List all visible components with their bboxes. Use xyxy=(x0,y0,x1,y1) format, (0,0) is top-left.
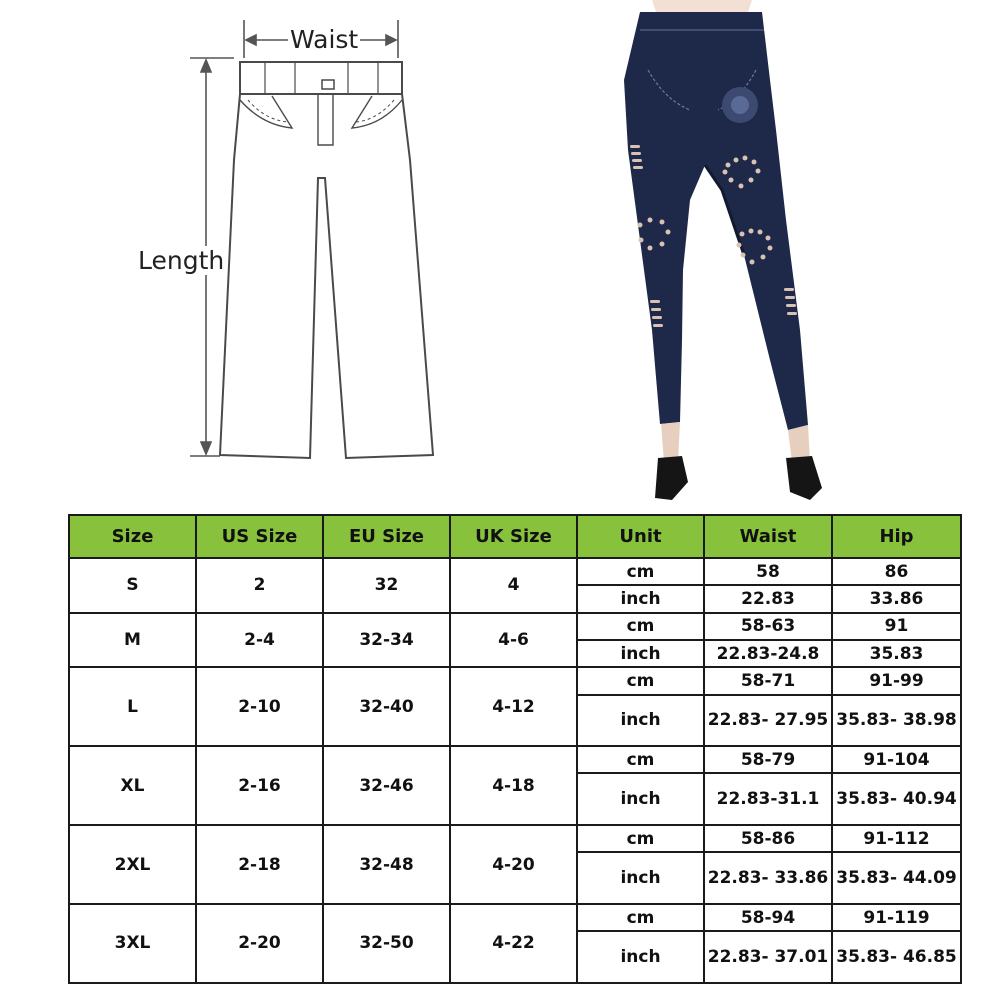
cell-size: L xyxy=(69,667,196,746)
cell-unit: inch xyxy=(577,585,704,612)
table-row xyxy=(69,746,961,773)
cell-unit: inch xyxy=(577,773,704,825)
table-row xyxy=(69,904,961,931)
cell-waist: 58-86 xyxy=(704,825,832,852)
header-uk-size: UK Size xyxy=(450,515,577,558)
cell-hip: 35.83 xyxy=(832,640,961,667)
header-hip: Hip xyxy=(832,515,961,558)
length-label: Length xyxy=(138,246,225,275)
table-row xyxy=(69,613,961,640)
cell-eu-size: 32-40 xyxy=(323,667,450,746)
cell-waist: 22.83-24.8 xyxy=(704,640,832,667)
header-size: Size xyxy=(69,515,196,558)
cell-hip: 91-112 xyxy=(832,825,961,852)
cell-waist: 22.83 xyxy=(704,585,832,612)
cell-uk-size: 4 xyxy=(450,558,577,613)
cell-waist: 22.83-31.1 xyxy=(704,773,832,825)
cell-hip: 91-119 xyxy=(832,904,961,931)
cell-hip: 35.83- 44.09 xyxy=(832,852,961,904)
header-unit: Unit xyxy=(577,515,704,558)
cell-unit: cm xyxy=(577,558,704,585)
table-row xyxy=(69,558,961,585)
cell-size: M xyxy=(69,613,196,668)
cell-size: XL xyxy=(69,746,196,825)
cell-eu-size: 32-34 xyxy=(323,613,450,668)
cell-waist: 22.83- 27.95 xyxy=(704,695,832,747)
cell-waist: 58-71 xyxy=(704,667,832,694)
pants-sketch xyxy=(220,62,433,458)
table-header-row xyxy=(69,515,961,558)
cell-eu-size: 32-46 xyxy=(323,746,450,825)
cell-unit: inch xyxy=(577,852,704,904)
table-row xyxy=(69,667,961,694)
cell-unit: cm xyxy=(577,825,704,852)
table-row xyxy=(69,825,961,852)
cell-unit: inch xyxy=(577,931,704,983)
cell-us-size: 2-20 xyxy=(196,904,323,983)
cell-us-size: 2-16 xyxy=(196,746,323,825)
cell-hip: 33.86 xyxy=(832,585,961,612)
header-waist: Waist xyxy=(704,515,832,558)
leggings-photo xyxy=(624,0,822,500)
cell-us-size: 2 xyxy=(196,558,323,613)
cell-waist: 58-63 xyxy=(704,613,832,640)
cell-eu-size: 32-50 xyxy=(323,904,450,983)
cell-unit: cm xyxy=(577,613,704,640)
cell-unit: cm xyxy=(577,667,704,694)
cell-hip: 35.83- 40.94 xyxy=(832,773,961,825)
cell-unit: cm xyxy=(577,904,704,931)
header-us-size: US Size xyxy=(196,515,323,558)
header-eu-size: EU Size xyxy=(323,515,450,558)
cell-hip: 91-104 xyxy=(832,746,961,773)
cell-waist: 22.83- 33.86 xyxy=(704,852,832,904)
cell-hip: 86 xyxy=(832,558,961,585)
cell-us-size: 2-10 xyxy=(196,667,323,746)
size-chart-table xyxy=(68,514,962,984)
cell-uk-size: 4-18 xyxy=(450,746,577,825)
cell-size: 3XL xyxy=(69,904,196,983)
cell-unit: inch xyxy=(577,695,704,747)
cell-unit: inch xyxy=(577,640,704,667)
cell-hip: 91 xyxy=(832,613,961,640)
cell-hip: 35.83- 46.85 xyxy=(832,931,961,983)
cell-eu-size: 32 xyxy=(323,558,450,613)
cell-waist: 58 xyxy=(704,558,832,585)
cell-uk-size: 4-12 xyxy=(450,667,577,746)
cell-uk-size: 4-6 xyxy=(450,613,577,668)
cell-uk-size: 4-20 xyxy=(450,825,577,904)
cell-hip: 35.83- 38.98 xyxy=(832,695,961,747)
cell-waist: 22.83- 37.01 xyxy=(704,931,832,983)
cell-waist: 58-94 xyxy=(704,904,832,931)
cell-hip: 91-99 xyxy=(832,667,961,694)
cell-unit: cm xyxy=(577,746,704,773)
cell-uk-size: 4-22 xyxy=(450,904,577,983)
cell-us-size: 2-18 xyxy=(196,825,323,904)
cell-eu-size: 32-48 xyxy=(323,825,450,904)
cell-size: 2XL xyxy=(69,825,196,904)
cell-us-size: 2-4 xyxy=(196,613,323,668)
cell-size: S xyxy=(69,558,196,613)
cell-waist: 58-79 xyxy=(704,746,832,773)
waist-label: Waist xyxy=(290,25,359,54)
